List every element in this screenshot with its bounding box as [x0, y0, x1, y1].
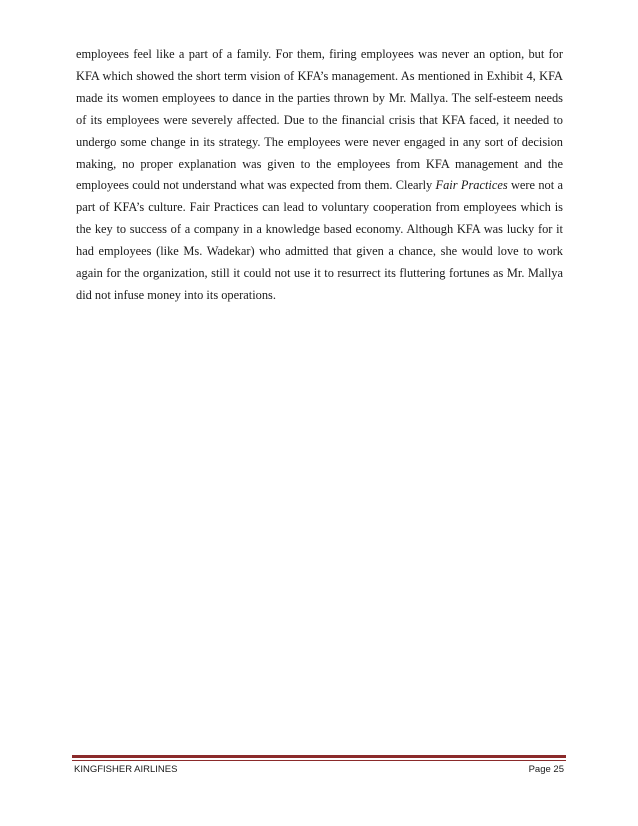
footer-page-number: Page 25: [528, 764, 564, 775]
paragraph-text-part1: employees feel like a part of a family. For them, firing employees was never an option, but for KFA which showed the short term vision of KFA’s management. As mentioned in Exhibit 4, KFA made its women employees to dance in the parties thrown by Mr. Mallya. The self-esteem needs of its employees were severely affected. Due to the financial crisis that KFA faced, it needed to undergo some change in its strategy. The employees were never engaged in any sort of decision making, no proper explanation was given to the employees from KFA management and the employees could not understand what was expected from them. Clearly: [76, 47, 563, 193]
footer-rule-thick: [72, 755, 566, 758]
body-paragraph: [76, 44, 563, 307]
paragraph-emphasis-fair-practices: Fair Practices: [435, 178, 508, 193]
footer-rule-thin: [72, 760, 566, 761]
paragraph-text-part2: were not a part of KFA’s culture. Fair Practices can lead to voluntary cooperation from employees which is the key to success of a company in a knowledge based economy. Although KFA was lucky for it had employees (like Ms. Wadekar) who admitted that given a chance, she would love to work again for the organization, still it could not use it to resurrect its fluttering fortunes as Mr. Mallya did not infuse money into its operations.: [76, 178, 563, 302]
footer-title: KINGFISHER AIRLINES: [74, 764, 178, 775]
